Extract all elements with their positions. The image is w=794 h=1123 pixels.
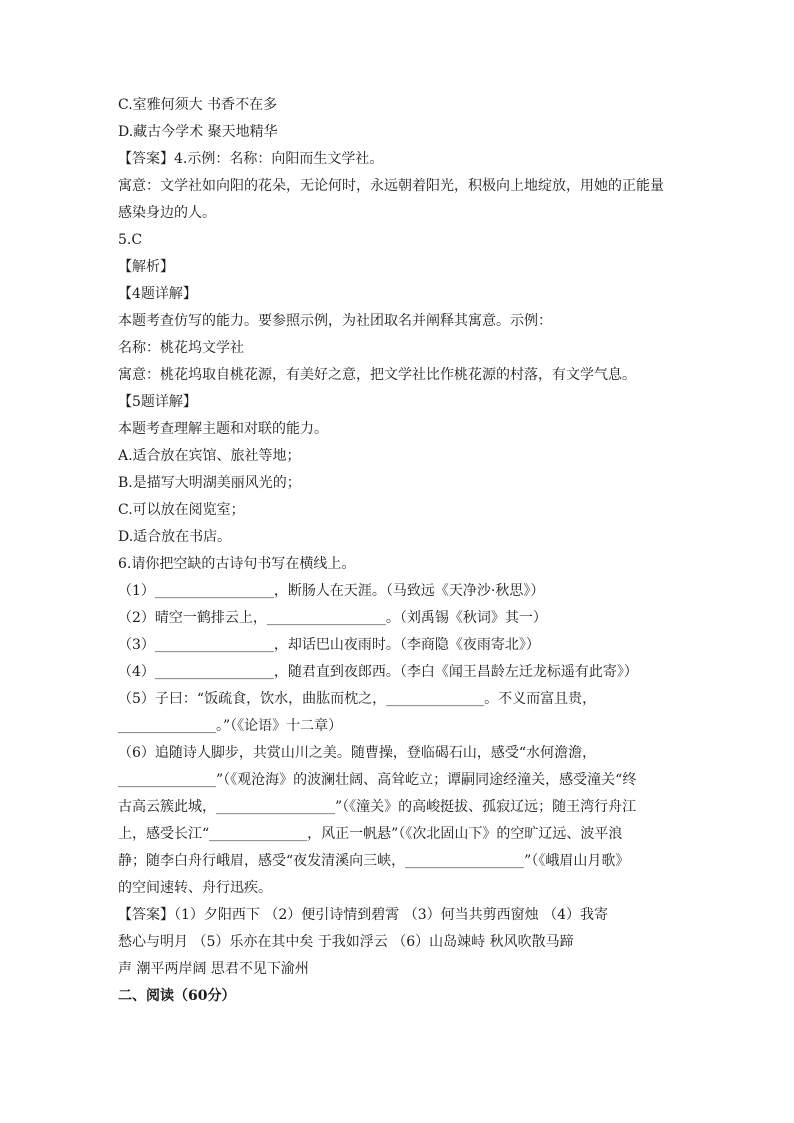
q4-detail-text: 本题考查仿写的能力。要参照示例，为社团取名并阐释其寓意。示例： xyxy=(118,313,552,329)
analysis-heading: 【解析】 xyxy=(118,259,174,275)
q4-example-meaning: 寓意：桃花坞取自桃花源，有美好之意，把文学社比作桃花源的村落，有文学气息。 xyxy=(118,367,636,383)
q6-item-6-line-3: 古高云簇此城，_________________”（《潼关》的高峻挺拔、孤寂辽远；随王湾行舟江 xyxy=(118,799,637,815)
q6-item-6-line-5: 静；随李白舟行峨眉，感受“夜发清溪向三峡，_________________”（《峨眉山月歌》 xyxy=(118,853,630,869)
section-heading-reading: 二、阅读（60分） xyxy=(118,988,236,1004)
q6-item-1: （1）_________________，断肠人在天涯。（马致远《天净沙·秋思》） xyxy=(118,583,545,599)
q6-item-5-cont: ______________。”（《论语》十二章） xyxy=(118,718,343,734)
q5-option-c: C.可以放在阅览室； xyxy=(118,502,245,518)
q6-item-6-line-2: ______________”（《观沧海》的波澜壮阔、高耸屹立；谭嗣同途经潼关，感受潼关“终 xyxy=(118,772,637,788)
q6-item-6: （6）追随诗人脚步，共赏山川之美。随曹操，登临碣石山，感受“水何澹澹， xyxy=(118,745,597,761)
answer-4-meaning: 寓意：文学社如向阳的花朵，无论何时，永远朝着阳光，积极向上地绽放，用她的正能量 xyxy=(118,178,664,194)
q5-option-a: A.适合放在宾馆、旅社等地； xyxy=(118,448,301,464)
q4-detail-heading: 【4题详解】 xyxy=(118,286,197,302)
q5-option-b: B.是描写大明湖美丽风光的； xyxy=(118,475,301,491)
answer-6-line-3: 声 潮平两岸阔 思君不见下渝州 xyxy=(118,961,309,977)
document-page xyxy=(118,92,678,1010)
option-d: D.藏古今学术 聚天地精华 xyxy=(118,124,278,140)
q6-item-2: （2）晴空一鹤排云上，_________________。（刘禹锡《秋词》其一） xyxy=(118,610,547,626)
answer-5: 5.C xyxy=(118,232,143,248)
q6-item-5: （5）子曰：“饭疏食，饮水，曲肱而枕之，______________。不义而富且贵， xyxy=(118,691,597,707)
q6-item-6-line-4: 上，感受长江“______________，风正一帆悬”（《次北固山下》的空旷辽远、波平浪 xyxy=(118,826,623,842)
q4-example-name: 名称：桃花坞文学社 xyxy=(118,340,244,356)
q5-detail-heading: 【5题详解】 xyxy=(118,394,197,410)
answer-4-meaning-cont: 感染身边的人。 xyxy=(118,205,216,221)
question-6-prompt: 6.请你把空缺的古诗句书写在横线上。 xyxy=(118,556,356,572)
answer-4-heading: 【答案】4.示例：名称：向阳而生文学社。 xyxy=(118,151,384,167)
q5-detail-text: 本题考查理解主题和对联的能力。 xyxy=(118,421,328,437)
q6-item-4: （4）_________________，随君直到夜郎西。（李白《闻王昌龄左迁龙标遥有此寄》） xyxy=(118,664,638,680)
answer-6-line-2: 愁心与明月 （5）乐亦在其中矣 于我如浮云 （6）山岛竦峙 秋风吹散马蹄 xyxy=(118,934,574,950)
answer-6-line-1: 【答案】（1）夕阳西下 （2）便引诗情到碧霄 （3）何当共剪西窗烛 （4）我寄 xyxy=(118,907,608,923)
option-c: C.室雅何须大 书香不在多 xyxy=(118,97,278,113)
q6-item-3: （3）_________________，却话巴山夜雨时。（李商隐《夜雨寄北》） xyxy=(118,637,540,653)
q6-item-6-line-6: 的空间速转、舟行迅疾。 xyxy=(118,880,272,896)
q5-option-d: D.适合放在书店。 xyxy=(118,529,232,545)
